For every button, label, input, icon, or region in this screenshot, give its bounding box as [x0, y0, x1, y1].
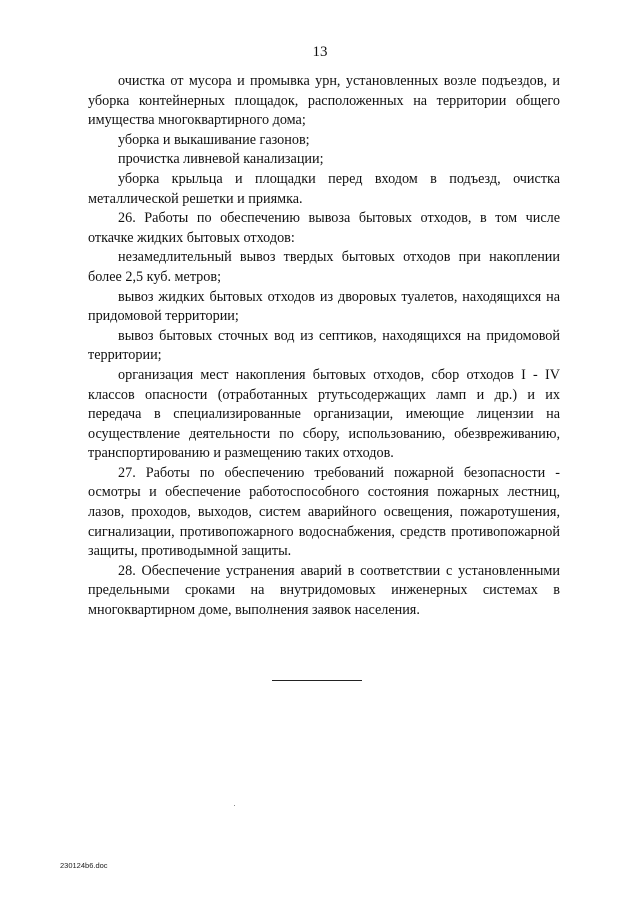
- paragraph: прочистка ливневой канализации;: [118, 151, 324, 168]
- paragraph: 26. Работы по обеспечению вывоза бытовых отходов, в том числе откачке жидких бытовых отходов:: [88, 210, 560, 246]
- paragraph: вывоз жидких бытовых отходов из дворовых туалетов, находящихся на придомовой территории;: [88, 288, 560, 325]
- paragraph: уборка и выкашивание газонов;: [118, 131, 310, 148]
- paragraph: организация мест накопления бытовых отходов, сбор отходов I - IV классов опасности (отработанных ртутьсодержащих ламп и др.) и их передача в специализированные организации, имеющие лицензии на осуществление деятельности по сбору, использованию, обезвреживанию, транспортированию и размещению таких отходов.: [88, 366, 560, 462]
- document-body: [88, 72, 560, 621]
- end-rule: [272, 680, 362, 681]
- page-number: 13: [312, 44, 328, 60]
- paragraph: 28. Обеспечение устранения аварий в соответствии с установленными предельными сроками на внутридомовых инженерных системах в многоквартирном доме, выполнения заявок населения.: [88, 562, 560, 619]
- footer-filename: 230124b6.doc: [60, 861, 108, 870]
- paragraph: уборка крыльца и площадки перед входом в подъезд, очистка металлической решетки и приямка.: [88, 170, 560, 207]
- paragraph: вывоз бытовых сточных вод из септиков, находящихся на придомовой территории;: [88, 327, 560, 364]
- paragraph: очистка от мусора и промывка урн, установленных возле подъездов, и уборка контейнерных площадок, расположенных на территории общего имущества многоквартирного дома;: [88, 73, 560, 129]
- paragraph: 27. Работы по обеспечению требований пожарной безопасности - осмотры и обеспечение работоспособного состояния пожарных лестниц, лазов, проходов, выходов, систем аварийного освещения, пожаротушения, сигнализации, противопожарного водоснабжения, средств противопожарной защиты, противодымной защиты.: [88, 464, 560, 560]
- scan-speck: [234, 805, 235, 806]
- paragraph: незамедлительный вывоз твердых бытовых отходов при накоплении более 2,5 куб. метров;: [88, 249, 560, 285]
